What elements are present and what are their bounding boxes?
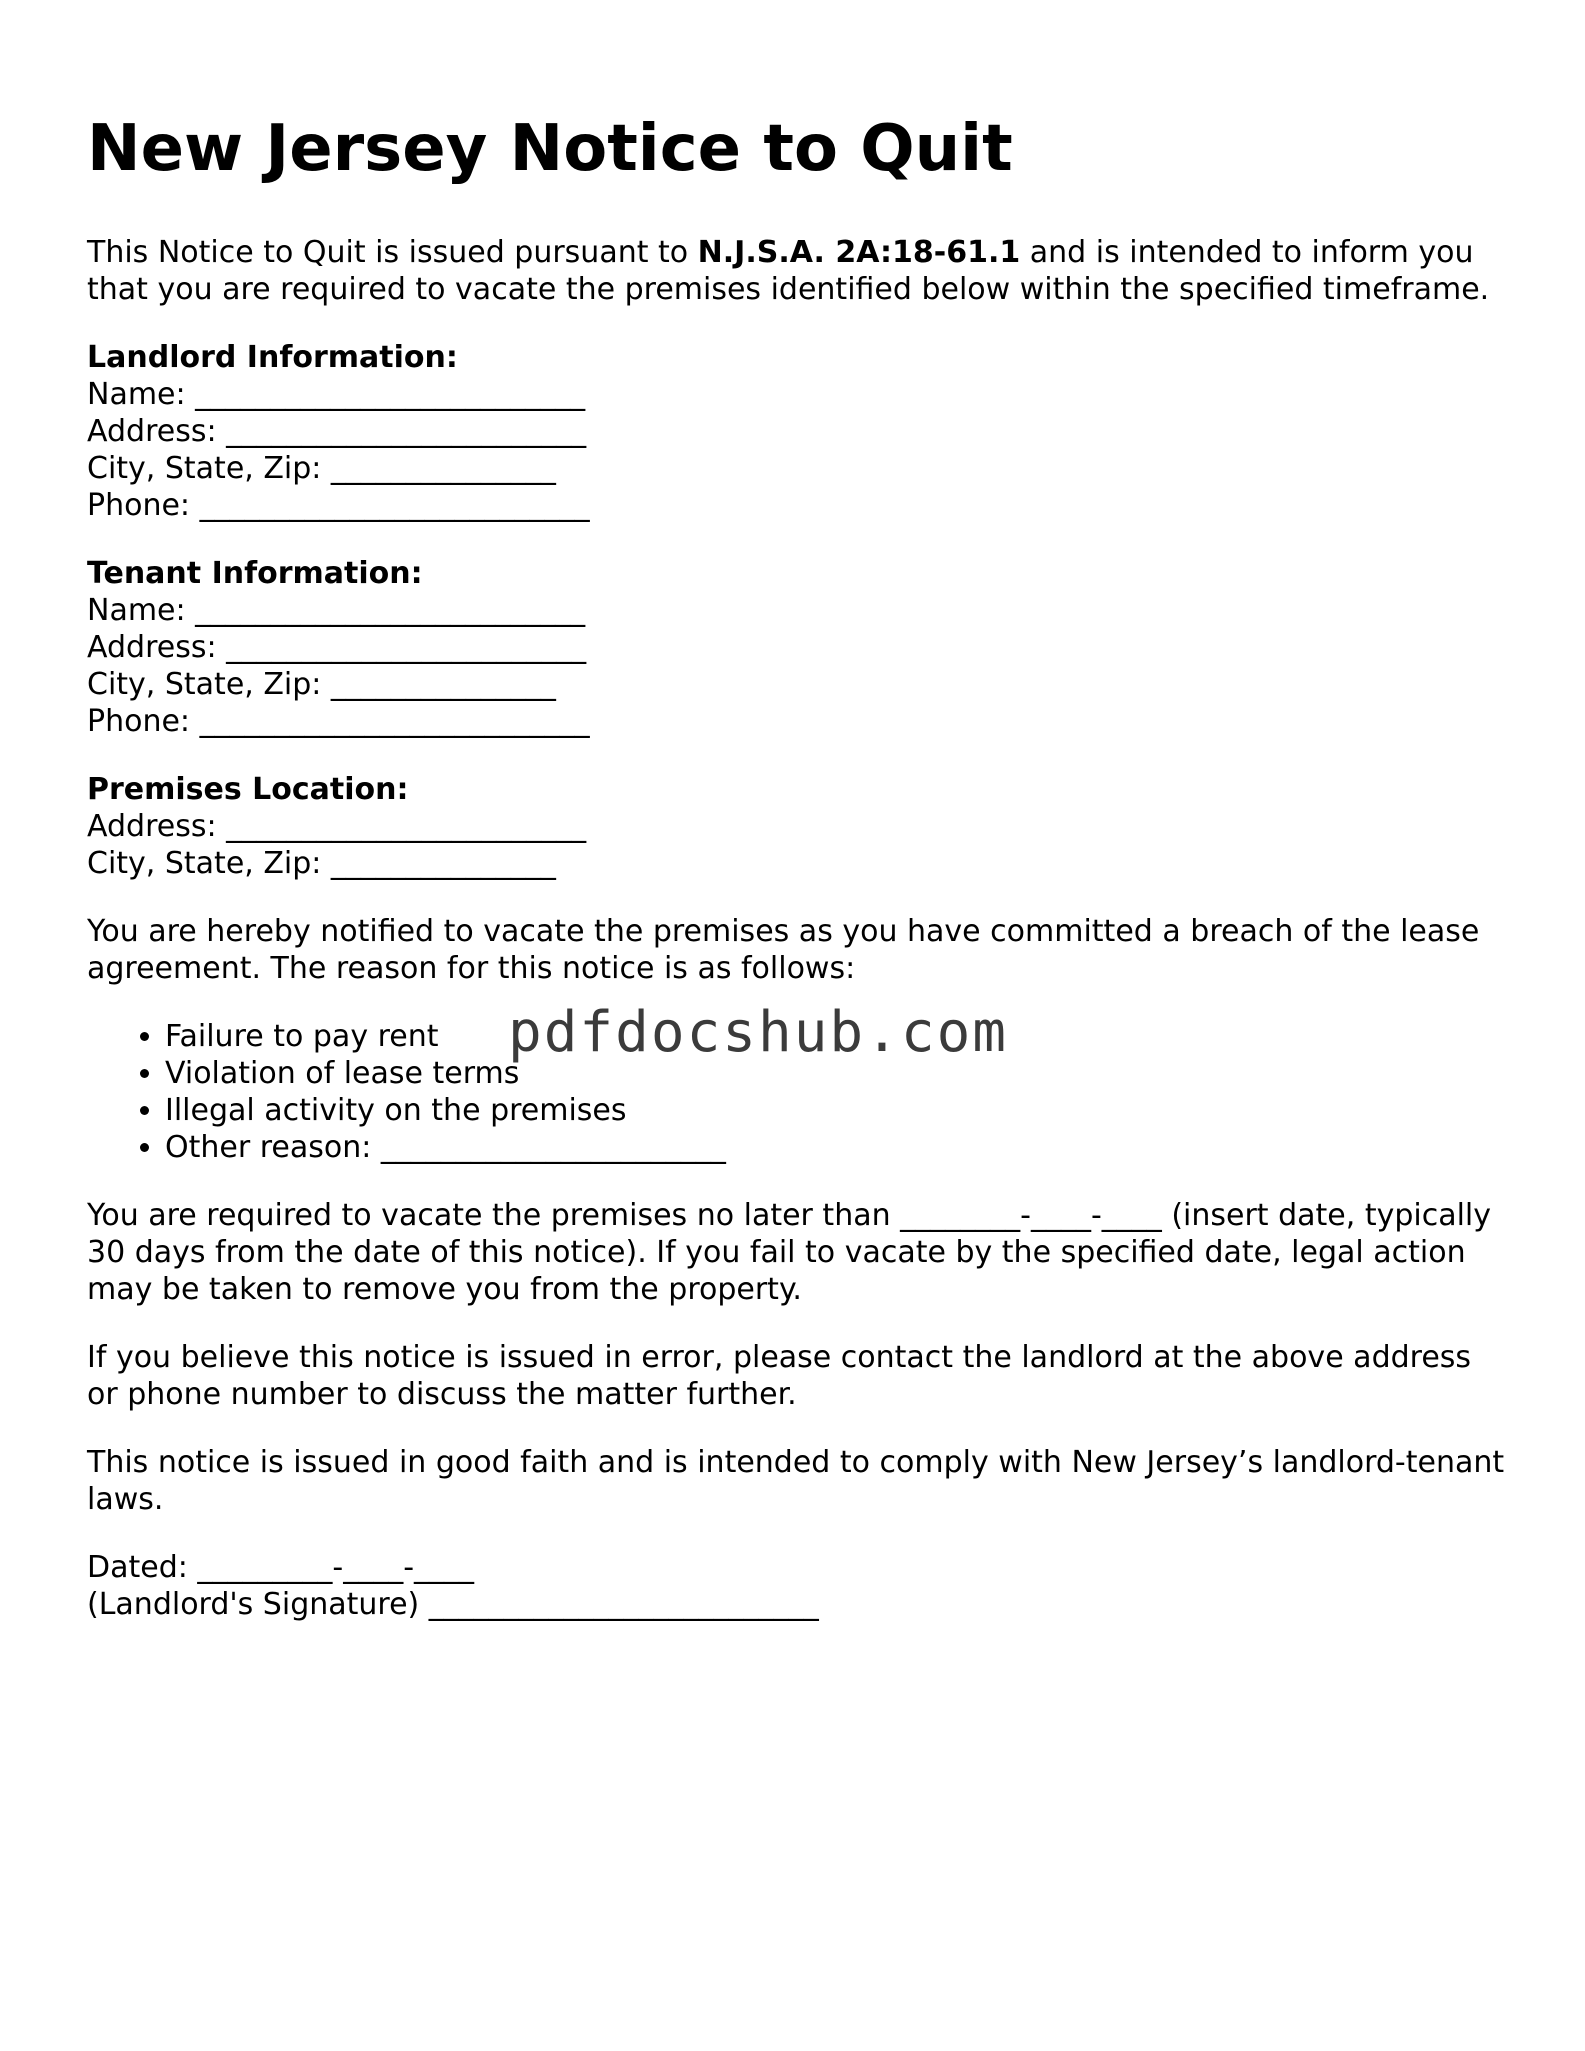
good-faith-paragraph: This notice is issued in good faith and is intended to comply with New Jersey’s landlord-tenant laws. [87,1445,1505,1517]
document-page [87,108,1507,1623]
intro-before: This Notice to Quit is issued pursuant to [87,235,698,270]
landlord-city-field[interactable]: City, State, Zip: _______________ [87,451,556,486]
landlord-name-field[interactable]: Name: __________________________ [87,377,586,412]
premises-city-field[interactable]: City, State, Zip: _______________ [87,846,556,881]
landlord-section [87,339,1507,524]
premises-section [87,771,1507,882]
reason-item: • Failure to pay rent [165,1018,1507,1055]
reason-item-other[interactable]: • Other reason: _______________________ [165,1129,1507,1166]
tenant-address-field[interactable]: Address: ________________________ [87,630,587,665]
error-paragraph: If you believe this notice is issued in error, please contact the landlord at the above address or phone number to discuss the matter further. [87,1340,1472,1412]
reason-item: • Illegal activity on the premises [165,1092,1507,1129]
reason-item: • Violation of lease terms [165,1055,1507,1092]
landlord-address-field[interactable]: Address: ________________________ [87,414,587,449]
landlord-phone-field[interactable]: Phone: __________________________ [87,488,590,523]
intro-paragraph [87,234,1507,308]
notice-paragraph: You are hereby notified to vacate the premises as you have committed a breach of the lease agreement. The reason for this notice is as follows: [87,914,1480,986]
page-title: New Jersey Notice to Quit [87,112,1013,186]
landlord-heading: Landlord Information: [87,340,458,375]
tenant-heading: Tenant Information: [87,556,423,591]
vacate-paragraph: You are required to vacate the premises no later than ________-____-____ (insert date, typically 30 days from the date of this notice). If you fail to vacate by the specified date, legal action may be taken to remove you from the property. [87,1198,1492,1307]
premises-heading: Premises Location: [87,772,409,807]
intro-after: and is intended to inform you that you are required to vacate the premises identified below within the specified timeframe. [87,235,1490,307]
signature-field[interactable]: (Landlord's Signature) __________________________ [87,1587,819,1622]
tenant-section [87,555,1507,740]
tenant-city-field[interactable]: City, State, Zip: _______________ [87,667,556,702]
watermark: pdfdocshub.com [508,1000,1009,1065]
tenant-name-field[interactable]: Name: __________________________ [87,593,586,628]
premises-address-field[interactable]: Address: ________________________ [87,809,587,844]
dated-field[interactable]: Dated: _________-____-____ [87,1550,475,1585]
tenant-phone-field[interactable]: Phone: __________________________ [87,704,590,739]
statute-reference: N.J.S.A. 2A:18-61.1 [697,235,1021,270]
